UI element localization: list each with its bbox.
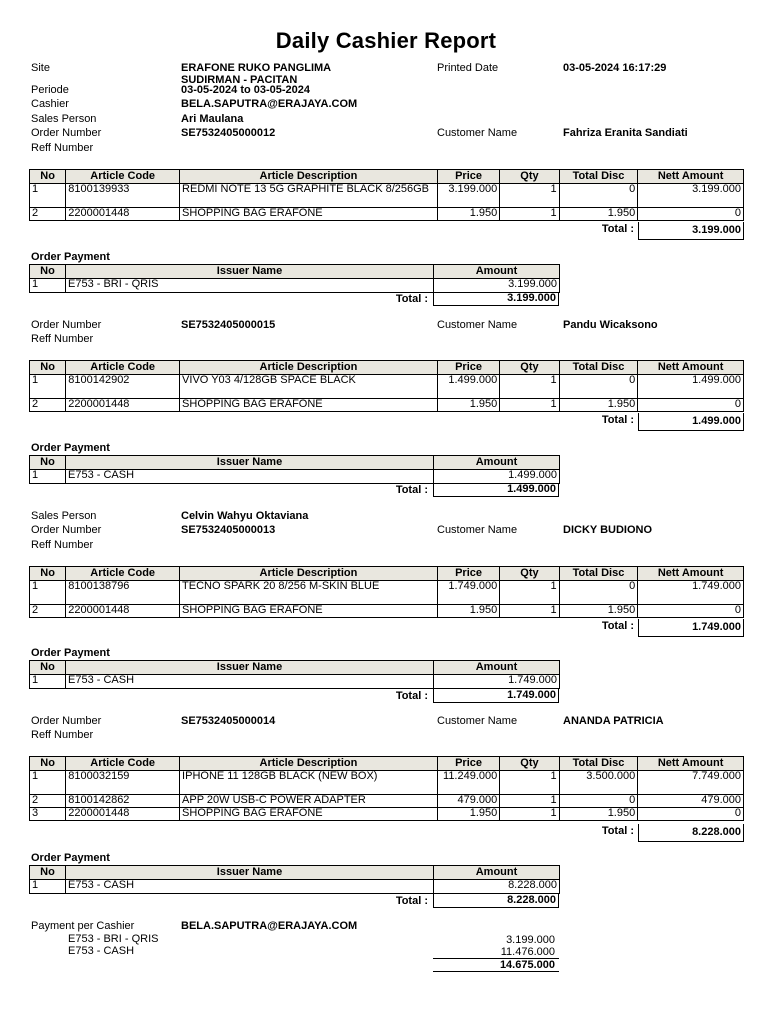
cell-nett-amount: 1.749.000 (638, 581, 744, 605)
customer-name-value: Pandu Wicaksono (563, 319, 658, 331)
cell-price: 1.950 (437, 208, 499, 221)
order-total-value: 1.499.000 (638, 413, 744, 431)
cell-total-disc: 1.950 (559, 808, 638, 821)
cell-total-disc: 1.950 (559, 605, 638, 618)
col-total-disc: Total Disc (559, 170, 638, 184)
order-payment-title: Order Payment (31, 442, 110, 454)
cell-total-disc: 0 (559, 581, 638, 605)
table-row (30, 675, 560, 689)
cell-description: TECNO SPARK 20 8/256 M-SKIN BLUE (180, 581, 438, 605)
cell-qty: 1 (500, 605, 559, 618)
cell-no: 1 (30, 581, 66, 605)
cell-description: SHOPPING BAG ERAFONE (180, 399, 438, 412)
cell-amount: 1.499.000 (434, 470, 560, 484)
summary-amount: 11.476.000 (500, 946, 555, 958)
col-qty: Qty (500, 170, 559, 184)
table-row (30, 605, 744, 618)
payment-total-label: Total : (395, 690, 428, 702)
payment-total-label: Total : (395, 293, 428, 305)
periode-value: 03-05-2024 to 03-05-2024 (181, 84, 311, 96)
cell-article-code: 8100032159 (66, 771, 180, 795)
payment-per-cashier-value: BELA.SAPUTRA@ERAJAYA.COM (181, 920, 358, 932)
table-header-row (30, 456, 560, 470)
col-article-description: Article Description (180, 757, 438, 771)
cell-amount: 8.228.000 (434, 880, 560, 894)
cell-no: 1 (30, 675, 66, 689)
col-price: Price (437, 361, 499, 375)
cell-total-disc: 1.950 (559, 208, 638, 221)
col-no: No (30, 361, 66, 375)
customer-name-value: Fahriza Eranita Sandiati (563, 127, 688, 139)
cell-amount: 1.749.000 (434, 675, 560, 689)
table-row (30, 581, 744, 605)
col-nett-amount: Nett Amount (638, 361, 744, 375)
order-total-label: Total : (601, 825, 634, 837)
order-total-label: Total : (601, 414, 634, 426)
table-row (30, 279, 560, 293)
cell-total-disc: 0 (559, 184, 638, 208)
payment-table (29, 660, 560, 689)
table-row (30, 808, 744, 821)
articles-table (29, 169, 744, 221)
cell-no: 3 (30, 808, 66, 821)
col-amount: Amount (434, 866, 560, 880)
customer-name-value: ANANDA PATRICIA (563, 715, 664, 727)
cell-issuer-name: E753 - CASH (66, 470, 434, 484)
cell-article-code: 8100142902 (66, 375, 180, 399)
reff-number-label: Reff Number (31, 539, 94, 551)
table-row (30, 880, 560, 894)
col-article-code: Article Code (66, 361, 180, 375)
table-row (30, 399, 744, 412)
table-row (30, 208, 744, 221)
printed-date-label: Printed Date (437, 62, 499, 74)
cell-no: 2 (30, 399, 66, 412)
summary-grand-total: 14.675.000 (499, 959, 555, 971)
col-article-description: Article Description (180, 361, 438, 375)
cell-article-code: 2200001448 (66, 605, 180, 618)
cell-qty: 1 (500, 808, 559, 821)
cell-qty: 1 (500, 795, 559, 808)
order-number-label: Order Number (31, 127, 102, 139)
summary-underline (433, 971, 559, 972)
articles-table (29, 566, 744, 618)
col-nett-amount: Nett Amount (638, 757, 744, 771)
cell-total-disc: 1.950 (559, 399, 638, 412)
sales-person-value: Ari Maulana (181, 113, 244, 125)
reff-number-label: Reff Number (31, 333, 94, 345)
table-row (30, 375, 744, 399)
cell-nett-amount: 0 (638, 605, 744, 618)
col-no: No (30, 456, 66, 470)
cell-issuer-name: E753 - CASH (66, 880, 434, 894)
payment-total-value: 1.749.000 (433, 689, 559, 703)
cell-no: 1 (30, 771, 66, 795)
col-total-disc: Total Disc (559, 567, 638, 581)
cell-article-code: 8100138796 (66, 581, 180, 605)
col-nett-amount: Nett Amount (638, 170, 744, 184)
order-total-label: Total : (601, 223, 634, 235)
order-number-label: Order Number (31, 524, 102, 536)
cell-nett-amount: 0 (638, 808, 744, 821)
cell-qty: 1 (500, 184, 559, 208)
articles-table (29, 756, 744, 821)
order-total-value: 8.228.000 (638, 824, 744, 842)
cell-article-code: 2200001448 (66, 208, 180, 221)
cell-nett-amount: 7.749.000 (638, 771, 744, 795)
col-issuer-name: Issuer Name (66, 456, 434, 470)
col-total-disc: Total Disc (559, 361, 638, 375)
order-number-value: SE7532405000012 (181, 127, 276, 139)
table-row (30, 795, 744, 808)
periode-label: Periode (31, 84, 69, 96)
table-row (30, 470, 560, 484)
col-amount: Amount (434, 456, 560, 470)
col-article-description: Article Description (180, 567, 438, 581)
summary-amount: 3.199.000 (506, 934, 555, 946)
payment-total-value: 1.499.000 (433, 483, 559, 497)
col-price: Price (437, 567, 499, 581)
cell-issuer-name: E753 - CASH (66, 675, 434, 689)
cell-qty: 1 (500, 208, 559, 221)
cell-description: IPHONE 11 128GB BLACK (NEW BOX) (180, 771, 438, 795)
col-amount: Amount (434, 265, 560, 279)
cell-description: APP 20W USB-C POWER ADAPTER (180, 795, 438, 808)
col-no: No (30, 661, 66, 675)
cell-price: 11.249.000 (437, 771, 499, 795)
cell-price: 3.199.000 (437, 184, 499, 208)
col-nett-amount: Nett Amount (638, 567, 744, 581)
col-issuer-name: Issuer Name (66, 265, 434, 279)
sales-person-label: Sales Person (31, 510, 97, 522)
site-label: Site (31, 62, 50, 74)
order-number-label: Order Number (31, 715, 102, 727)
col-article-description: Article Description (180, 170, 438, 184)
cell-price: 1.749.000 (437, 581, 499, 605)
reff-number-label: Reff Number (31, 729, 94, 741)
cell-no: 1 (30, 470, 66, 484)
order-total-value: 1.749.000 (638, 619, 744, 637)
payment-table (29, 264, 560, 293)
order-payment-title: Order Payment (31, 251, 110, 263)
payment-total-label: Total : (395, 895, 428, 907)
cell-no: 1 (30, 375, 66, 399)
cell-no: 1 (30, 279, 66, 293)
cell-article-code: 2200001448 (66, 808, 180, 821)
cashier-label: Cashier (31, 98, 69, 110)
cell-price: 1.950 (437, 605, 499, 618)
customer-name-label: Customer Name (437, 715, 518, 727)
cell-no: 2 (30, 605, 66, 618)
sales-person-value: Celvin Wahyu Oktaviana (181, 510, 309, 522)
order-number-value: SE7532405000015 (181, 319, 276, 331)
col-article-code: Article Code (66, 757, 180, 771)
cell-qty: 1 (500, 375, 559, 399)
cell-no: 2 (30, 208, 66, 221)
cell-price: 1.499.000 (437, 375, 499, 399)
cell-total-disc: 3.500.000 (559, 771, 638, 795)
col-price: Price (437, 170, 499, 184)
order-number-value: SE7532405000014 (181, 715, 276, 727)
summary-issuer-name: E753 - CASH (68, 945, 135, 957)
col-no: No (30, 265, 66, 279)
payment-total-value: 8.228.000 (433, 894, 559, 908)
cell-description: SHOPPING BAG ERAFONE (180, 808, 438, 821)
customer-name-label: Customer Name (437, 319, 518, 331)
cell-nett-amount: 0 (638, 208, 744, 221)
cell-description: SHOPPING BAG ERAFONE (180, 605, 438, 618)
cell-price: 479.000 (437, 795, 499, 808)
summary-issuer-name: E753 - BRI - QRIS (68, 933, 159, 945)
cell-article-code: 2200001448 (66, 399, 180, 412)
printed-date-value: 03-05-2024 16:17:29 (563, 62, 667, 74)
table-row (30, 184, 744, 208)
page-title: Daily Cashier Report (275, 28, 497, 53)
cell-qty: 1 (500, 581, 559, 605)
order-total-value: 3.199.000 (638, 222, 744, 240)
table-header-row (30, 265, 560, 279)
col-issuer-name: Issuer Name (66, 661, 434, 675)
sales-person-label: Sales Person (31, 113, 97, 125)
cell-issuer-name: E753 - BRI - QRIS (66, 279, 434, 293)
col-issuer-name: Issuer Name (66, 866, 434, 880)
cell-description: REDMI NOTE 13 5G GRAPHITE BLACK 8/256GB (180, 184, 438, 208)
col-total-disc: Total Disc (559, 757, 638, 771)
col-qty: Qty (500, 757, 559, 771)
order-number-value: SE7532405000013 (181, 524, 276, 536)
cell-qty: 1 (500, 771, 559, 795)
payment-total-label: Total : (395, 484, 428, 496)
table-row (30, 771, 744, 795)
cell-nett-amount: 479.000 (638, 795, 744, 808)
cell-description: SHOPPING BAG ERAFONE (180, 208, 438, 221)
cashier-value: BELA.SAPUTRA@ERAJAYA.COM (181, 98, 358, 110)
payment-table (29, 865, 560, 894)
col-amount: Amount (434, 661, 560, 675)
table-header-row (30, 361, 744, 375)
table-header-row (30, 757, 744, 771)
cell-nett-amount: 3.199.000 (638, 184, 744, 208)
cell-no: 1 (30, 880, 66, 894)
cell-no: 2 (30, 795, 66, 808)
col-no: No (30, 757, 66, 771)
cell-price: 1.950 (437, 399, 499, 412)
cell-nett-amount: 0 (638, 399, 744, 412)
site-value-line2: SUDIRMAN - PACITAN (181, 74, 298, 86)
col-no: No (30, 567, 66, 581)
table-header-row (30, 567, 744, 581)
cell-total-disc: 0 (559, 375, 638, 399)
col-qty: Qty (500, 567, 559, 581)
customer-name-label: Customer Name (437, 127, 518, 139)
table-header-row (30, 170, 744, 184)
col-article-code: Article Code (66, 170, 180, 184)
col-qty: Qty (500, 361, 559, 375)
col-article-code: Article Code (66, 567, 180, 581)
order-payment-title: Order Payment (31, 647, 110, 659)
col-no: No (30, 170, 66, 184)
order-payment-title: Order Payment (31, 852, 110, 864)
cell-no: 1 (30, 184, 66, 208)
order-number-label: Order Number (31, 319, 102, 331)
payment-total-value: 3.199.000 (433, 292, 559, 306)
cell-qty: 1 (500, 399, 559, 412)
cell-description: VIVO Y03 4/128GB SPACE BLACK (180, 375, 438, 399)
order-total-label: Total : (601, 620, 634, 632)
table-header-row (30, 866, 560, 880)
customer-name-label: Customer Name (437, 524, 518, 536)
payment-table (29, 455, 560, 484)
cell-article-code: 8100139933 (66, 184, 180, 208)
cell-price: 1.950 (437, 808, 499, 821)
table-header-row (30, 661, 560, 675)
col-price: Price (437, 757, 499, 771)
cell-article-code: 8100142862 (66, 795, 180, 808)
cell-nett-amount: 1.499.000 (638, 375, 744, 399)
site-value-line1: ERAFONE RUKO PANGLIMA (181, 62, 332, 74)
col-no: No (30, 866, 66, 880)
reff-number-label: Reff Number (31, 142, 94, 154)
customer-name-value: DICKY BUDIONO (563, 524, 653, 536)
cell-total-disc: 0 (559, 795, 638, 808)
articles-table (29, 360, 744, 412)
cell-amount: 3.199.000 (434, 279, 560, 293)
payment-per-cashier-label: Payment per Cashier (31, 920, 135, 932)
